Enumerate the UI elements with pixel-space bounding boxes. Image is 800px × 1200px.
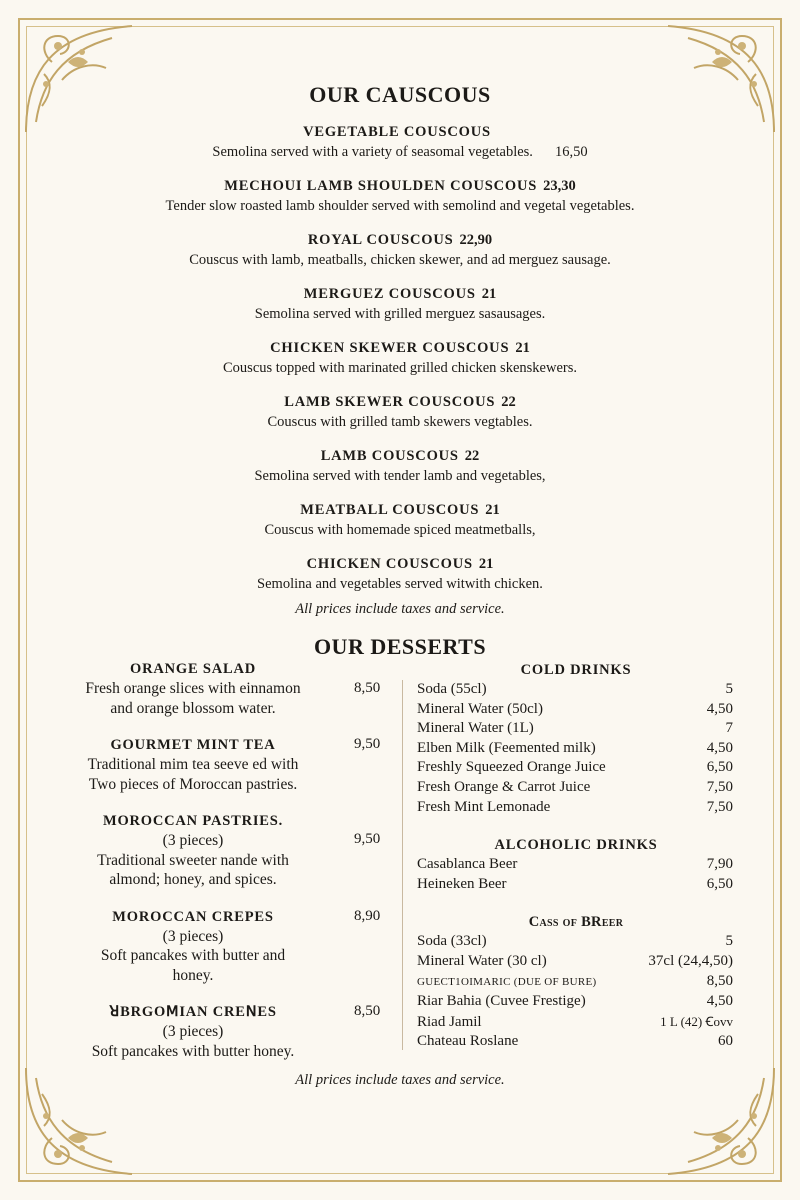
menu-item-description: Semolina served with tender lamb and vegetables,	[254, 468, 546, 484]
dessert-description-line: (3 pieces)	[162, 832, 224, 849]
couscous-list	[60, 122, 740, 608]
menu-item	[60, 122, 740, 176]
dessert-name: GOURMET MINT TEA	[110, 737, 276, 753]
dessert-name: ORANGE SALAD	[129, 661, 257, 677]
list-item	[417, 1032, 735, 1052]
menu-item	[60, 176, 740, 230]
footer-price-note: All prices include taxes and service.	[295, 1072, 505, 1088]
drink-price: 4,50	[706, 739, 733, 756]
menu-item-name: MECHOUI LAMB SHOULDEN COUSCOUS 23,30	[224, 178, 576, 194]
cold-drinks-title: COLD DRINKS	[520, 662, 632, 678]
cass-beer-title: Cass of BReer	[528, 914, 624, 931]
dessert-price: 8,50	[354, 680, 381, 696]
cass-beer-list	[417, 932, 735, 1052]
list-item	[417, 875, 735, 895]
list-item	[417, 778, 735, 798]
menu-item-name: LAMB SKEWER COUSCOUS 22	[284, 394, 516, 410]
drink-price: 7	[725, 720, 733, 737]
drink-name: Mineral Water (50cl)	[417, 700, 543, 717]
menu-item	[60, 230, 740, 284]
dessert-price: 8,50	[354, 1003, 381, 1019]
couscous-section-title: OUR CAUSCOUS	[309, 82, 491, 107]
cold-drinks-list	[417, 680, 735, 817]
menu-item-name: CHICKEN SKEWER COUSCOUS 21	[270, 340, 530, 356]
menu-item-description: Semolina and vegetables served witwith chicken.	[257, 576, 543, 592]
menu-item	[60, 500, 740, 554]
drink-name: Soda (33cl)	[417, 933, 487, 950]
dessert-description-line: (3 pieces)	[162, 927, 224, 945]
menu-item	[60, 392, 740, 446]
drink-name: Fresh Orange & Carrot Juice	[417, 778, 591, 795]
drink-price: 6,50	[706, 875, 733, 892]
column-divider	[402, 680, 403, 1050]
drink-name: Mineral Water (30 cl)	[417, 952, 547, 969]
menu-item	[60, 338, 740, 392]
menu-item-name: ROYAL COUSCOUS 22,90	[307, 232, 493, 248]
menu-item	[60, 554, 740, 608]
menu-item-description: Tender slow roasted lamb shoulder served with semolind and vegetal vegetables.	[165, 198, 635, 214]
drink-name: Chateau Roslane	[417, 1033, 519, 1050]
menu-item	[60, 284, 740, 338]
dessert-description-line: (3 pieces)	[162, 1023, 224, 1040]
list-item	[417, 798, 735, 818]
desserts-list	[68, 660, 398, 1079]
drink-name: Casablanca Beer	[417, 856, 518, 873]
menu-item-name: VEGETABLE COUSCOUS	[303, 124, 491, 140]
dessert-description-line: honey.	[172, 966, 214, 984]
drink-price: 4,50	[706, 700, 733, 717]
dessert-description-line: Fresh orange slices with einnamon	[85, 680, 301, 697]
list-item	[417, 855, 735, 875]
drink-name: Riad Jamil	[417, 1013, 482, 1030]
menu-item-description: Couscus with grilled tamb skewers vegtables.	[267, 414, 533, 430]
drink-price: 60	[718, 1033, 733, 1050]
list-item	[417, 1012, 735, 1033]
dessert-price: 8,90	[354, 907, 381, 924]
menu-item-name: MEATBALL COUSCOUS 21	[300, 502, 500, 518]
dessert-name: ꓤBRGOꓟIAN CREꓠES	[109, 1004, 277, 1020]
drink-price: 1 L (42) Ꞓovv	[660, 1013, 733, 1029]
dessert-item	[68, 1003, 398, 1061]
drink-price: 6,50	[706, 759, 733, 776]
desserts-section-title: OUR DESSERTS	[313, 634, 487, 659]
dessert-description-line: and orange blossom water.	[110, 699, 276, 717]
alcoholic-drinks-list	[417, 855, 735, 894]
drink-name: Fresh Mint Lemonade	[417, 798, 551, 815]
menu-item	[60, 446, 740, 500]
drink-price: 5	[725, 933, 733, 950]
list-item	[417, 932, 735, 952]
drink-price: 37cl (24,4,50)	[648, 952, 733, 969]
list-item	[417, 719, 735, 739]
drink-price: 8,50	[706, 972, 733, 989]
list-item	[417, 700, 735, 720]
list-item	[417, 758, 735, 778]
menu-item-name: MERGUEZ COUSCOUS 21	[303, 286, 497, 302]
dessert-description-line: Two pieces of Moroccan pastries.	[88, 775, 298, 793]
list-item	[417, 952, 735, 972]
drink-name: Freshly Squeezed Orange Juice	[417, 759, 606, 776]
list-item	[417, 992, 735, 1012]
dessert-price: 9,50	[354, 736, 381, 752]
dessert-description-line: almond; honey, and spices.	[109, 871, 277, 888]
drink-name: Mineral Water (1L)	[417, 720, 534, 737]
drink-name: Riar Bahia (Cuvee Frestige)	[417, 993, 586, 1010]
dessert-description-line: Soft pancakes with butter honey.	[91, 1042, 295, 1060]
dessert-item	[68, 812, 398, 890]
drink-price: 4,50	[706, 993, 733, 1010]
dessert-description-line: Traditional mim tea seeve ed with	[87, 756, 299, 773]
menu-item-name: CHICKEN COUSCOUS 21	[306, 556, 494, 572]
dessert-price: 9,50	[354, 831, 381, 847]
drink-price: 7,50	[706, 798, 733, 815]
drink-name: GUECT1OIMARIC (DUE OF BURE)	[417, 975, 597, 988]
menu-item-description: Couscus with homemade spiced meatmetballs,	[264, 522, 536, 538]
menu-item-name: LAMB COUSCOUS 22	[320, 448, 480, 464]
list-item	[417, 972, 735, 993]
menu-item-description: Couscus topped with marinated grilled chicken skenskewers.	[223, 360, 577, 376]
drink-name: Heineken Beer	[417, 875, 507, 892]
drink-price: 7,50	[706, 778, 733, 795]
dessert-description-line: Traditional sweeter nande with	[97, 851, 289, 869]
drinks-column	[417, 660, 735, 1052]
dessert-name: MOROCCAN CREPES	[112, 908, 274, 925]
dessert-description-line: Soft pancakes with butter and	[100, 947, 286, 964]
dessert-item	[68, 660, 398, 718]
list-item	[417, 739, 735, 759]
drink-price: 5	[725, 681, 733, 697]
menu-item-description: Semolina served with a variety of seasomal vegetables. 16,50	[212, 144, 588, 160]
alcoholic-drinks-title: ALCOHOLIC DRINKS	[494, 837, 658, 854]
couscous-price-note: All prices include taxes and service.	[295, 601, 505, 617]
menu-item-description: Semolina served with grilled merguez sasausages.	[254, 306, 546, 322]
drink-name: Soda (55cl)	[417, 681, 487, 697]
drink-name: Elben Milk (Feemented milk)	[417, 739, 596, 756]
menu-item-description: Couscus with lamb, meatballs, chicken skewer, and ad merguez sausage.	[189, 252, 611, 268]
dessert-item	[68, 908, 398, 986]
list-item	[417, 680, 735, 700]
dessert-item	[68, 736, 398, 794]
dessert-name: MOROCCAN PASTRIES.	[102, 813, 284, 829]
drink-price: 7,90	[706, 856, 733, 873]
